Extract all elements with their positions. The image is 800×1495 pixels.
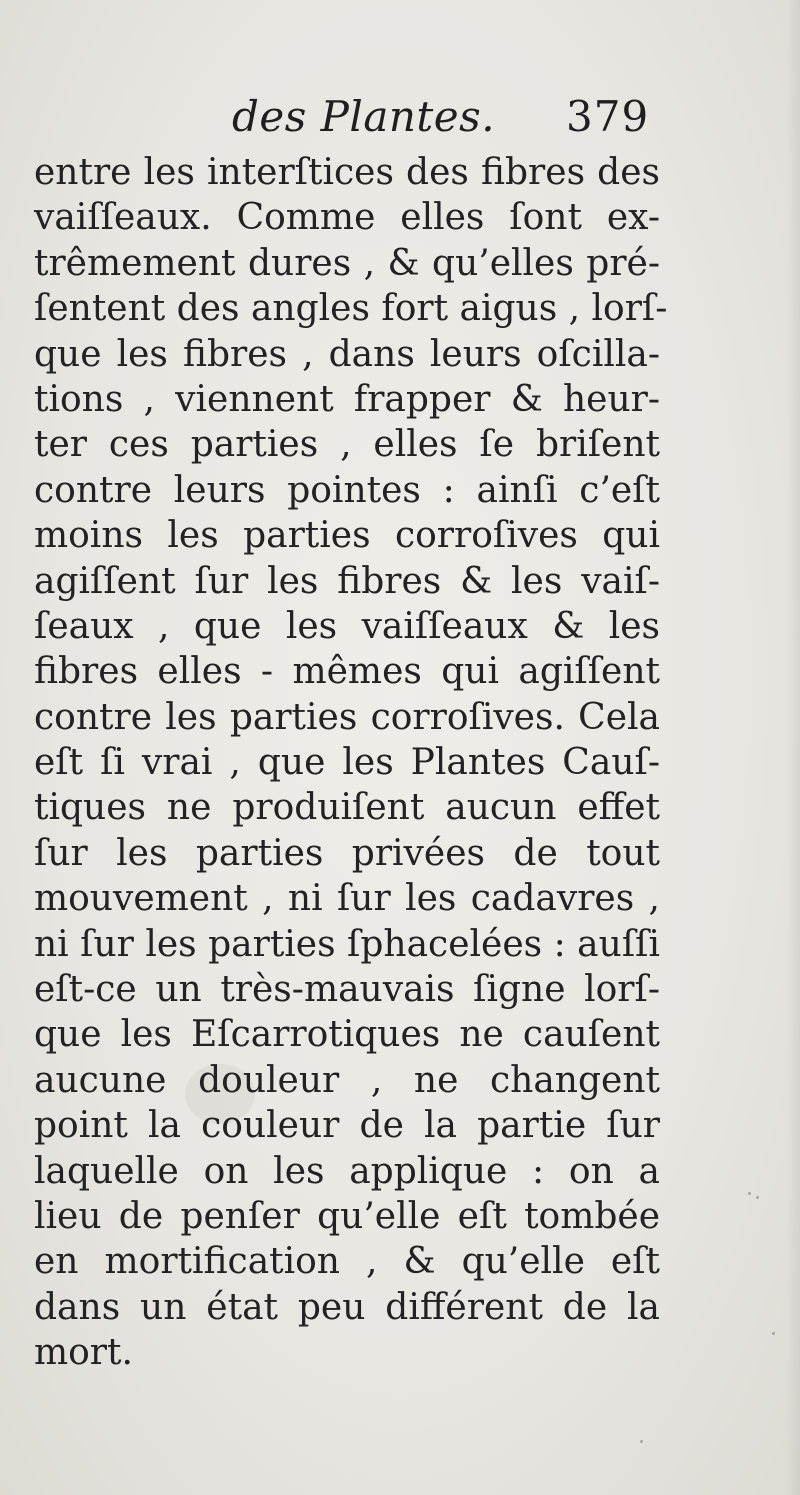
text-line: ſeaux , que les vaiſſeaux & les <box>34 605 660 647</box>
text-line: moins les parties corroſives qui <box>34 515 660 557</box>
text-line: tiques ne produiſent aucun effet <box>34 787 660 829</box>
text-line: eſt-ce un très-mauvais ſigne lorſ- <box>34 969 660 1011</box>
text-line: que les fibres , dans leurs oſcilla- <box>34 333 660 375</box>
text-line: tions , viennent frapper & heur- <box>34 378 660 420</box>
text-line: fibres elles - mêmes qui agiſſent <box>34 651 660 693</box>
page-number: 379 <box>566 92 650 141</box>
text-line: que les Eſcarrotiques ne cauſent <box>34 1014 660 1056</box>
paper-speck <box>748 1192 751 1195</box>
text-line: ni ſur les parties ſphacelées : auſſi <box>34 923 660 965</box>
body-text <box>34 150 668 1376</box>
text-line: dans un état peu différent de la <box>34 1286 660 1328</box>
text-line: trêmement dures , & qu’elles pré- <box>34 242 660 284</box>
text-line: contre leurs pointes : ainſi c’eſt <box>34 469 660 511</box>
paper-speck <box>640 1440 643 1443</box>
text-line: laquelle on les applique : on a <box>34 1150 660 1192</box>
paper-speck <box>756 1196 759 1199</box>
text-line: mort. <box>34 1332 133 1374</box>
text-line: entre les interſtices des fibres des <box>34 152 660 193</box>
text-line: eſt ſi vrai , que les Plantes Cauſ- <box>34 742 660 784</box>
page-edge-shadow <box>786 0 800 1495</box>
text-line: lieu de penſer qu’elle eſt tombée <box>34 1195 660 1237</box>
text-line: aucune douleur , ne changent <box>34 1059 660 1101</box>
text-line: contre les parties corroſives. Cela <box>34 696 660 738</box>
text-line: vaiſſeaux. Comme elles ſont ex- <box>34 197 660 239</box>
paper-speck <box>772 1332 775 1335</box>
text-line: en mortification , & qu’elle eſt <box>34 1241 660 1283</box>
text-line: mouvement , ni ſur les cadavres , <box>34 878 660 920</box>
text-line: agiſſent ſur les fibres & les vaiſ- <box>34 560 660 602</box>
page-header <box>0 92 800 152</box>
text-line: ſentent des angles fort aigus , lorſ- <box>34 288 668 330</box>
text-line: point la couleur de la partie ſur <box>34 1105 660 1147</box>
running-title: des Plantes. <box>232 92 496 141</box>
text-line: ter ces parties , elles ſe briſent <box>34 424 660 466</box>
text-line: ſur les parties privées de tout <box>34 832 660 874</box>
